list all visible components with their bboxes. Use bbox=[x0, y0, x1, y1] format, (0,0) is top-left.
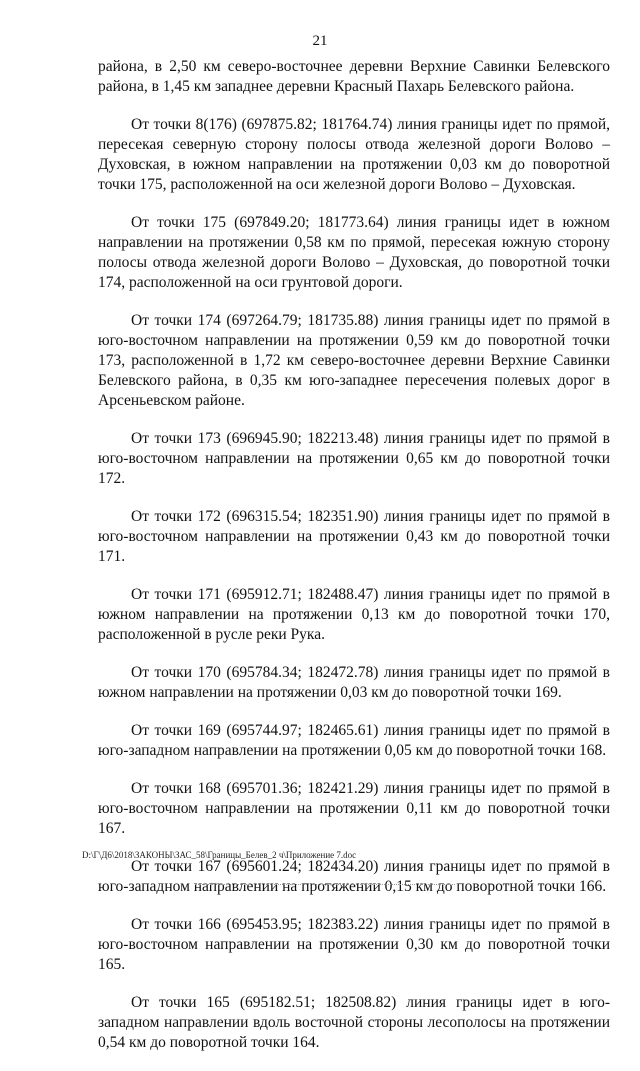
paragraph-point-171: От точки 171 (695912.71; 182488.47) линия границы идет по прямой в южном направлении на протяжении 0,13 км до поворотной точки 170, расположенной в русле реки Рука. bbox=[98, 586, 610, 643]
paragraph-point-165: От точки 165 (695182.51; 182508.82) линия границы идет в юго-западном направлении вдоль восточной стороны лесополосы на протяжении 0,54 км до поворотной точки 164. bbox=[98, 994, 610, 1051]
paragraph-point-166: От точки 166 (695453.95; 182383.22) линия границы идет по прямой в юго-восточном направлении на протяжении 0,30 км до поворотной точки 165. bbox=[98, 916, 610, 973]
paragraph-point-176: От точки 8(176) (697875.82; 181764.74) линия границы идет по прямой, пересекая северную сторону полосы отвода железной дороги Волово – Духовская, в южном направлении на протяжении 0,03 км до поворотной точки 175, расположенной на оси железной дороги Волово – Духовская. bbox=[98, 116, 610, 193]
paragraph-point-172: От точки 172 (696315.54; 182351.90) линия границы идет по прямой в юго-восточном направлении на протяжении 0,43 км до поворотной точки 171. bbox=[98, 508, 610, 565]
paragraph-point-170: От точки 170 (695784.34; 182472.78) линия границы идет по прямой в южном направлении на протяжении 0,03 км до поворотной точки 169. bbox=[98, 664, 610, 701]
page-number: 21 bbox=[312, 33, 328, 49]
bottom-divider bbox=[195, 884, 455, 885]
paragraph-point-174: От точки 174 (697264.79; 181735.88) линия границы идет по прямой в юго-восточном направлении на протяжении 0,59 км до поворотной точки 173, расположенной в 1,72 км северо-восточнее деревни Верхние Савинки Белевского района, в 0,35 км юго-западнее пересечения полевых дорог в Арсеньевском районе. bbox=[98, 312, 610, 409]
paragraph-continuation: района, в 2,50 км северо-восточнее деревни Верхние Савинки Белевского района, в 1,45 км западнее деревни Красный Пахарь Белевского района. bbox=[98, 58, 610, 95]
paragraph-point-175: От точки 175 (697849.20; 181773.64) линия границы идет в южном направлении на протяжении 0,58 км по прямой, пересекая южную сторону полосы отвода железной дороги Волово – Духовская, до поворотной точки 174, расположенной на оси грунтовой дороги. bbox=[98, 214, 610, 291]
document-body bbox=[98, 57, 610, 1071]
footer-file-path: D:\Г\Д6\2018\ЗАКОНЫ\ЗАС_58\Границы_Белев_2 ч\Приложение 7.doc bbox=[82, 850, 357, 860]
paragraph-point-168: От точки 168 (695701.36; 182421.29) линия границы идет по прямой в юго-восточном направлении на протяжении 0,11 км до поворотной точки 167. bbox=[98, 780, 610, 837]
paragraph-point-167: От точки 167 (695601.24; 182434.20) линия границы идет по прямой в юго-западном направлении на протяжении 0,15 км до поворотной точки 166. bbox=[98, 858, 610, 895]
paragraph-point-173: От точки 173 (696945.90; 182213.48) линия границы идет по прямой в юго-восточном направлении на протяжении 0,65 км до поворотной точки 172. bbox=[98, 430, 610, 487]
paragraph-point-169: От точки 169 (695744.97; 182465.61) линия границы идет по прямой в юго-западном направлении на протяжении 0,05 км до поворотной точки 168. bbox=[98, 722, 610, 759]
